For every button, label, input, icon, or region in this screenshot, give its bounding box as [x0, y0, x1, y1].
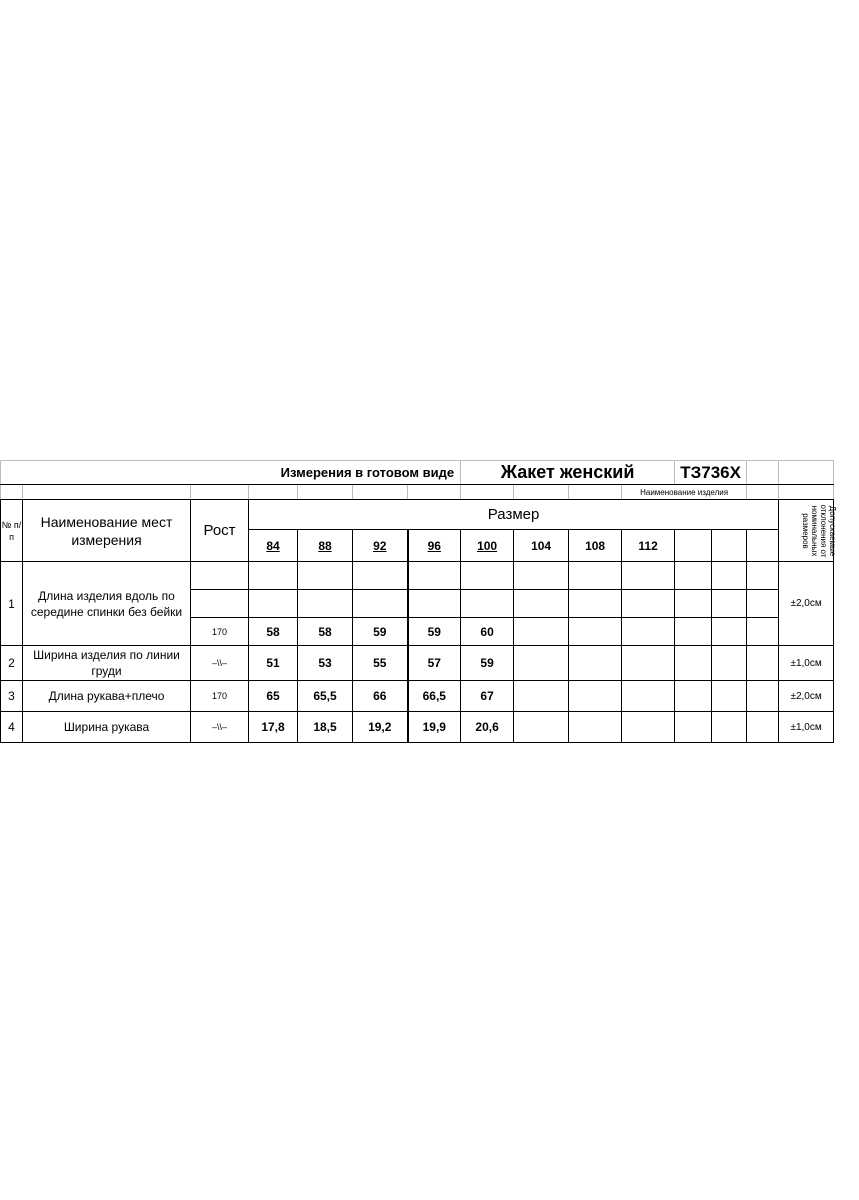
- table-row: [1, 712, 834, 743]
- table-row: [1, 646, 834, 681]
- size-100: 100: [461, 530, 514, 562]
- row-tolerance: ±2,0см: [779, 681, 834, 712]
- header-number: № п/п: [1, 500, 23, 562]
- row-name: Ширина рукава: [23, 712, 191, 743]
- measurement-table: [0, 460, 838, 743]
- value-cell: 59: [408, 618, 461, 646]
- value-cell: 53: [298, 646, 353, 681]
- value-cell: 57: [408, 646, 461, 681]
- measurement-sheet: [0, 460, 838, 744]
- row-tolerance: ±1,0см: [779, 646, 834, 681]
- value-cell: 58: [298, 618, 353, 646]
- row-tolerance: ±2,0см: [779, 562, 834, 646]
- value-cell: 65,5: [298, 681, 353, 712]
- value-cell: 59: [353, 618, 408, 646]
- value-cell: 55: [353, 646, 408, 681]
- value-cell: 66: [353, 681, 408, 712]
- size-92: 92: [353, 530, 408, 562]
- value-cell: 60: [461, 618, 514, 646]
- value-cell: 67: [461, 681, 514, 712]
- row-height: –\\–: [191, 712, 249, 743]
- value-cell: 51: [249, 646, 298, 681]
- header-row-1: [1, 500, 834, 530]
- value-cell: 65: [249, 681, 298, 712]
- size-108: 108: [569, 530, 622, 562]
- size-84: 84: [249, 530, 298, 562]
- row-number: 1: [1, 562, 23, 646]
- value-cell: 66,5: [408, 681, 461, 712]
- value-cell: 58: [249, 618, 298, 646]
- row-name: Длина рукава+плечо: [23, 681, 191, 712]
- row-number: 2: [1, 646, 23, 681]
- product-name: Жакет женский: [461, 461, 675, 485]
- product-subtitle: Наименование изделия: [622, 485, 747, 500]
- value-cell: 19,9: [408, 712, 461, 743]
- value-cell: 18,5: [298, 712, 353, 743]
- table-row: [1, 681, 834, 712]
- subtitle-row: [1, 485, 834, 500]
- row-number: 3: [1, 681, 23, 712]
- value-cell: 20,6: [461, 712, 514, 743]
- header-size: Размер: [249, 500, 779, 530]
- header-height: Рост: [191, 500, 249, 562]
- row-height: 170: [191, 618, 249, 646]
- product-code: ТЗ736Х: [675, 461, 747, 485]
- row-height: –\\–: [191, 646, 249, 681]
- row-height: 170: [191, 681, 249, 712]
- size-96: 96: [408, 530, 461, 562]
- sheet-title: Измерения в готовом виде: [1, 461, 461, 485]
- row-number: 4: [1, 712, 23, 743]
- table-row: [1, 562, 834, 590]
- value-cell: 17,8: [249, 712, 298, 743]
- value-cell: 59: [461, 646, 514, 681]
- row-name: Ширина изделия по линии груди: [23, 646, 191, 681]
- size-88: 88: [298, 530, 353, 562]
- header-place: Наименование мест измерения: [23, 500, 191, 562]
- row-tolerance: ±1,0см: [779, 712, 834, 743]
- title-row: [1, 461, 834, 485]
- size-112: 112: [622, 530, 675, 562]
- header-tolerance: Допускаемые отклонения от номинальных размеров: [779, 500, 834, 562]
- value-cell: 19,2: [353, 712, 408, 743]
- size-104: 104: [514, 530, 569, 562]
- row-name: Длина изделия вдоль по середине спинки без бейки: [23, 562, 191, 646]
